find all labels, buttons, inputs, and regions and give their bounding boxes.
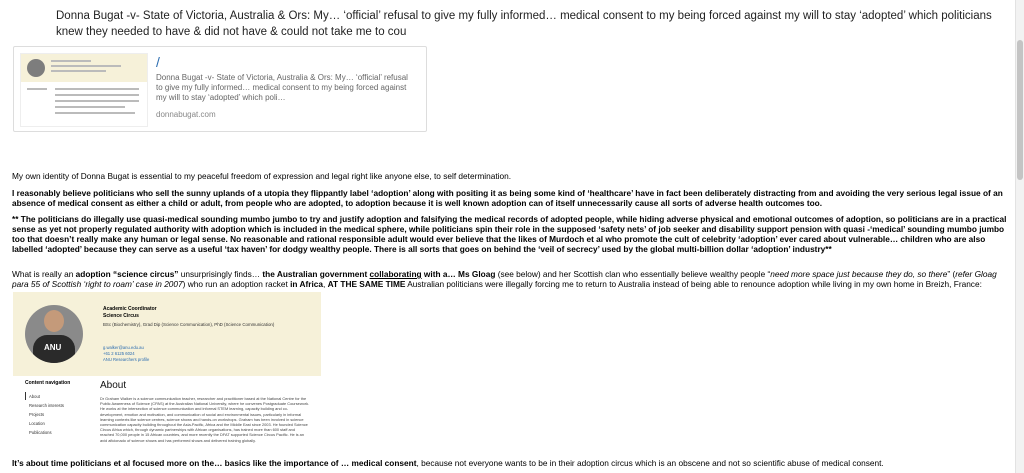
profile-phone-link[interactable]: +61 2 6125 6024 bbox=[103, 351, 135, 356]
text-span: (see below) and her Scottish clan who essentially believe wealthy people “ bbox=[495, 269, 771, 279]
thumbnail-line bbox=[51, 65, 121, 67]
thumbnail-line bbox=[51, 70, 106, 72]
text-span: unsurprisingly finds… bbox=[178, 269, 263, 279]
text-span: need more space just because they do, so there bbox=[770, 269, 948, 279]
thumbnail-line bbox=[55, 100, 139, 102]
thumbnail-line bbox=[55, 106, 125, 108]
text-span: in Africa bbox=[290, 279, 324, 289]
nav-item-publications[interactable]: Publications bbox=[29, 430, 52, 435]
thumbnail-line bbox=[27, 88, 47, 90]
link-card-title[interactable]: / bbox=[156, 54, 160, 70]
text-span: adoption “science circus” bbox=[75, 269, 179, 279]
content-navigation-heading: Content navigation bbox=[25, 380, 71, 386]
text-span: AT THE SAME TIME bbox=[327, 279, 406, 289]
profile-screenshot bbox=[13, 292, 321, 464]
text-span: , because not everyone wants to be in their adoption circus which is an obscene and not so scientific abuse of medical consent. bbox=[416, 458, 884, 468]
shirt-text: ANU bbox=[44, 343, 62, 352]
paragraph-utopia: I reasonably believe politicians who sell the sunny uplands of a utopia they flippantly label ‘adoption’ along with positing it as being some kind of ‘healthcare’ have in fact been deliberately distracting from and avoiding the very serious legal issue of an absence of medical consent as either a child or adult, from people who are adopted, to adoption because it is well known adoption can of itself unnecessarily cause all sorts of adverse health outcomes too. bbox=[12, 188, 1003, 208]
thumbnail-line bbox=[55, 88, 139, 90]
text-span: Australian politicians were illegally forcing me to return to Australia instead of being able to renounce adoption while living in my own home in Breizh, France: bbox=[405, 279, 982, 289]
profile-researchers-link[interactable]: ANU Researchers profile bbox=[103, 357, 150, 362]
text-span: collaborating bbox=[369, 269, 422, 279]
nav-item-projects[interactable]: Projects bbox=[29, 412, 45, 417]
link-preview-card[interactable] bbox=[13, 46, 427, 132]
link-card-thumbnail[interactable] bbox=[20, 53, 148, 127]
text-span: ) who run an adoption racket bbox=[182, 279, 291, 289]
about-text: Dr Graham Walker is a science communication teacher, researcher and practitioner based at the National Centre for the Public Awareness of Science (CPAS) at the Australian National University, where he convenes Postgraduate Coursework. He works at the intersection of science communication and informal STEM learning, capacity building and co-development, emotion and motivation, and communication of social and environmental issues, particularly in informal learning contexts like science centres, science shows and hands-on workshops. Graham has been involved in science communication capacity building throughout the Asia-Pacific, Africa and the Middle East since 2003. He founded Science Circus Africa which, through dynamic partnerships with African organisations, has trained more than 600 staff and reached 70,000 people in 15 African countries, and more recently the DFAT supported Science Circus Pacific. He is an avid aficionado of science shows and has performed shows and delivered training globally. bbox=[100, 396, 310, 443]
about-heading: About bbox=[100, 380, 127, 391]
text-span: with a… Ms Gloag bbox=[421, 269, 496, 279]
active-nav-indicator bbox=[25, 392, 26, 400]
scrollbar-thumb[interactable] bbox=[1017, 40, 1023, 180]
link-card-domain[interactable]: donnabugat.com bbox=[156, 110, 216, 119]
paragraph-mumbo-jumbo: ** The politicians do illegally use quasi-medical sounding mumbo jumbo to try and justify adoption and falsifying the medical records of adopted people, while hiding adverse physical and emotional outcomes of adoption, so politicians are in a practical sense as yet not properly regulated authority with adoption which is included in the medical sphere, while politicians spin their role in the supposed ‘safety nets’ of job seeker and disability support pension with quasi -‘medical’ sounding mumbo jumbo too that doesn’t really make any human or legal sense. No reasonable and rational responsible adult would ever believe that the likes of Murdoch et al who promote the cult of celebrity ‘adoption’ ever cared about vulnerable… children who are also labelled ‘adopted’ because they can serve as a useful ‘tax haven’ for dodgy wealthy people. There is all sorts that goes on behind the ‘veil of secrecy’ used by the global multi-billion dollar ‘adoption’ industry** bbox=[12, 214, 1007, 254]
profile-role: Academic Coordinator bbox=[103, 306, 157, 312]
profile-degrees: BSc (Biochemistry), Grad Dip (Science Communication), PhD (Science Communication) bbox=[103, 322, 275, 327]
paragraph-medical-consent bbox=[12, 458, 1010, 468]
nav-item-about[interactable]: About bbox=[29, 394, 40, 399]
thumbnail-line bbox=[55, 94, 139, 96]
vertical-scrollbar[interactable] bbox=[1015, 0, 1024, 473]
text-span: , bbox=[323, 279, 328, 289]
profile-organisation: Science Circus bbox=[103, 313, 139, 319]
paragraph-identity: My own identity of Donna Bugat is essential to my peaceful freedom of expression and legal right like anyone else, to self determination. bbox=[12, 171, 512, 181]
thumbnail-line bbox=[55, 112, 135, 114]
text-span: ” ( bbox=[947, 269, 956, 279]
text-span: refer Gloag para 55 of Scottish ‘right to roam’ case in 2007 bbox=[12, 269, 997, 289]
text-span: It’s about time politicians et al focused more on the… basics like the importance of … medical consent bbox=[12, 458, 417, 468]
thumbnail-avatar bbox=[27, 59, 45, 77]
thumbnail-line bbox=[51, 60, 91, 62]
nav-item-research-interests[interactable]: Research interests bbox=[29, 403, 64, 408]
link-card-description[interactable]: Donna Bugat -v- State of Victoria, Australia & Ors: My… ‘official’ refusal to give my fully informed… medical consent to my being forced against my will to stay ‘adopted’ which poli… bbox=[156, 73, 408, 102]
text-span: the Australian government bbox=[262, 269, 370, 279]
text-span: What is really an bbox=[12, 269, 76, 279]
paragraph-science-circus bbox=[12, 269, 1010, 289]
profile-email-link[interactable]: g.walker@anu.edu.au bbox=[103, 345, 144, 350]
photo-head bbox=[44, 310, 64, 332]
post-title[interactable]: Donna Bugat -v- State of Victoria, Australia & Ors: My… ‘official’ refusal to give my fully informed… medical consent to my being forced against my will to stay ‘adopted’ which politicians knew they needed to have & did not have & could not take me to cou bbox=[56, 10, 992, 38]
nav-item-location[interactable]: Location bbox=[29, 421, 45, 426]
profile-photo bbox=[25, 305, 83, 363]
